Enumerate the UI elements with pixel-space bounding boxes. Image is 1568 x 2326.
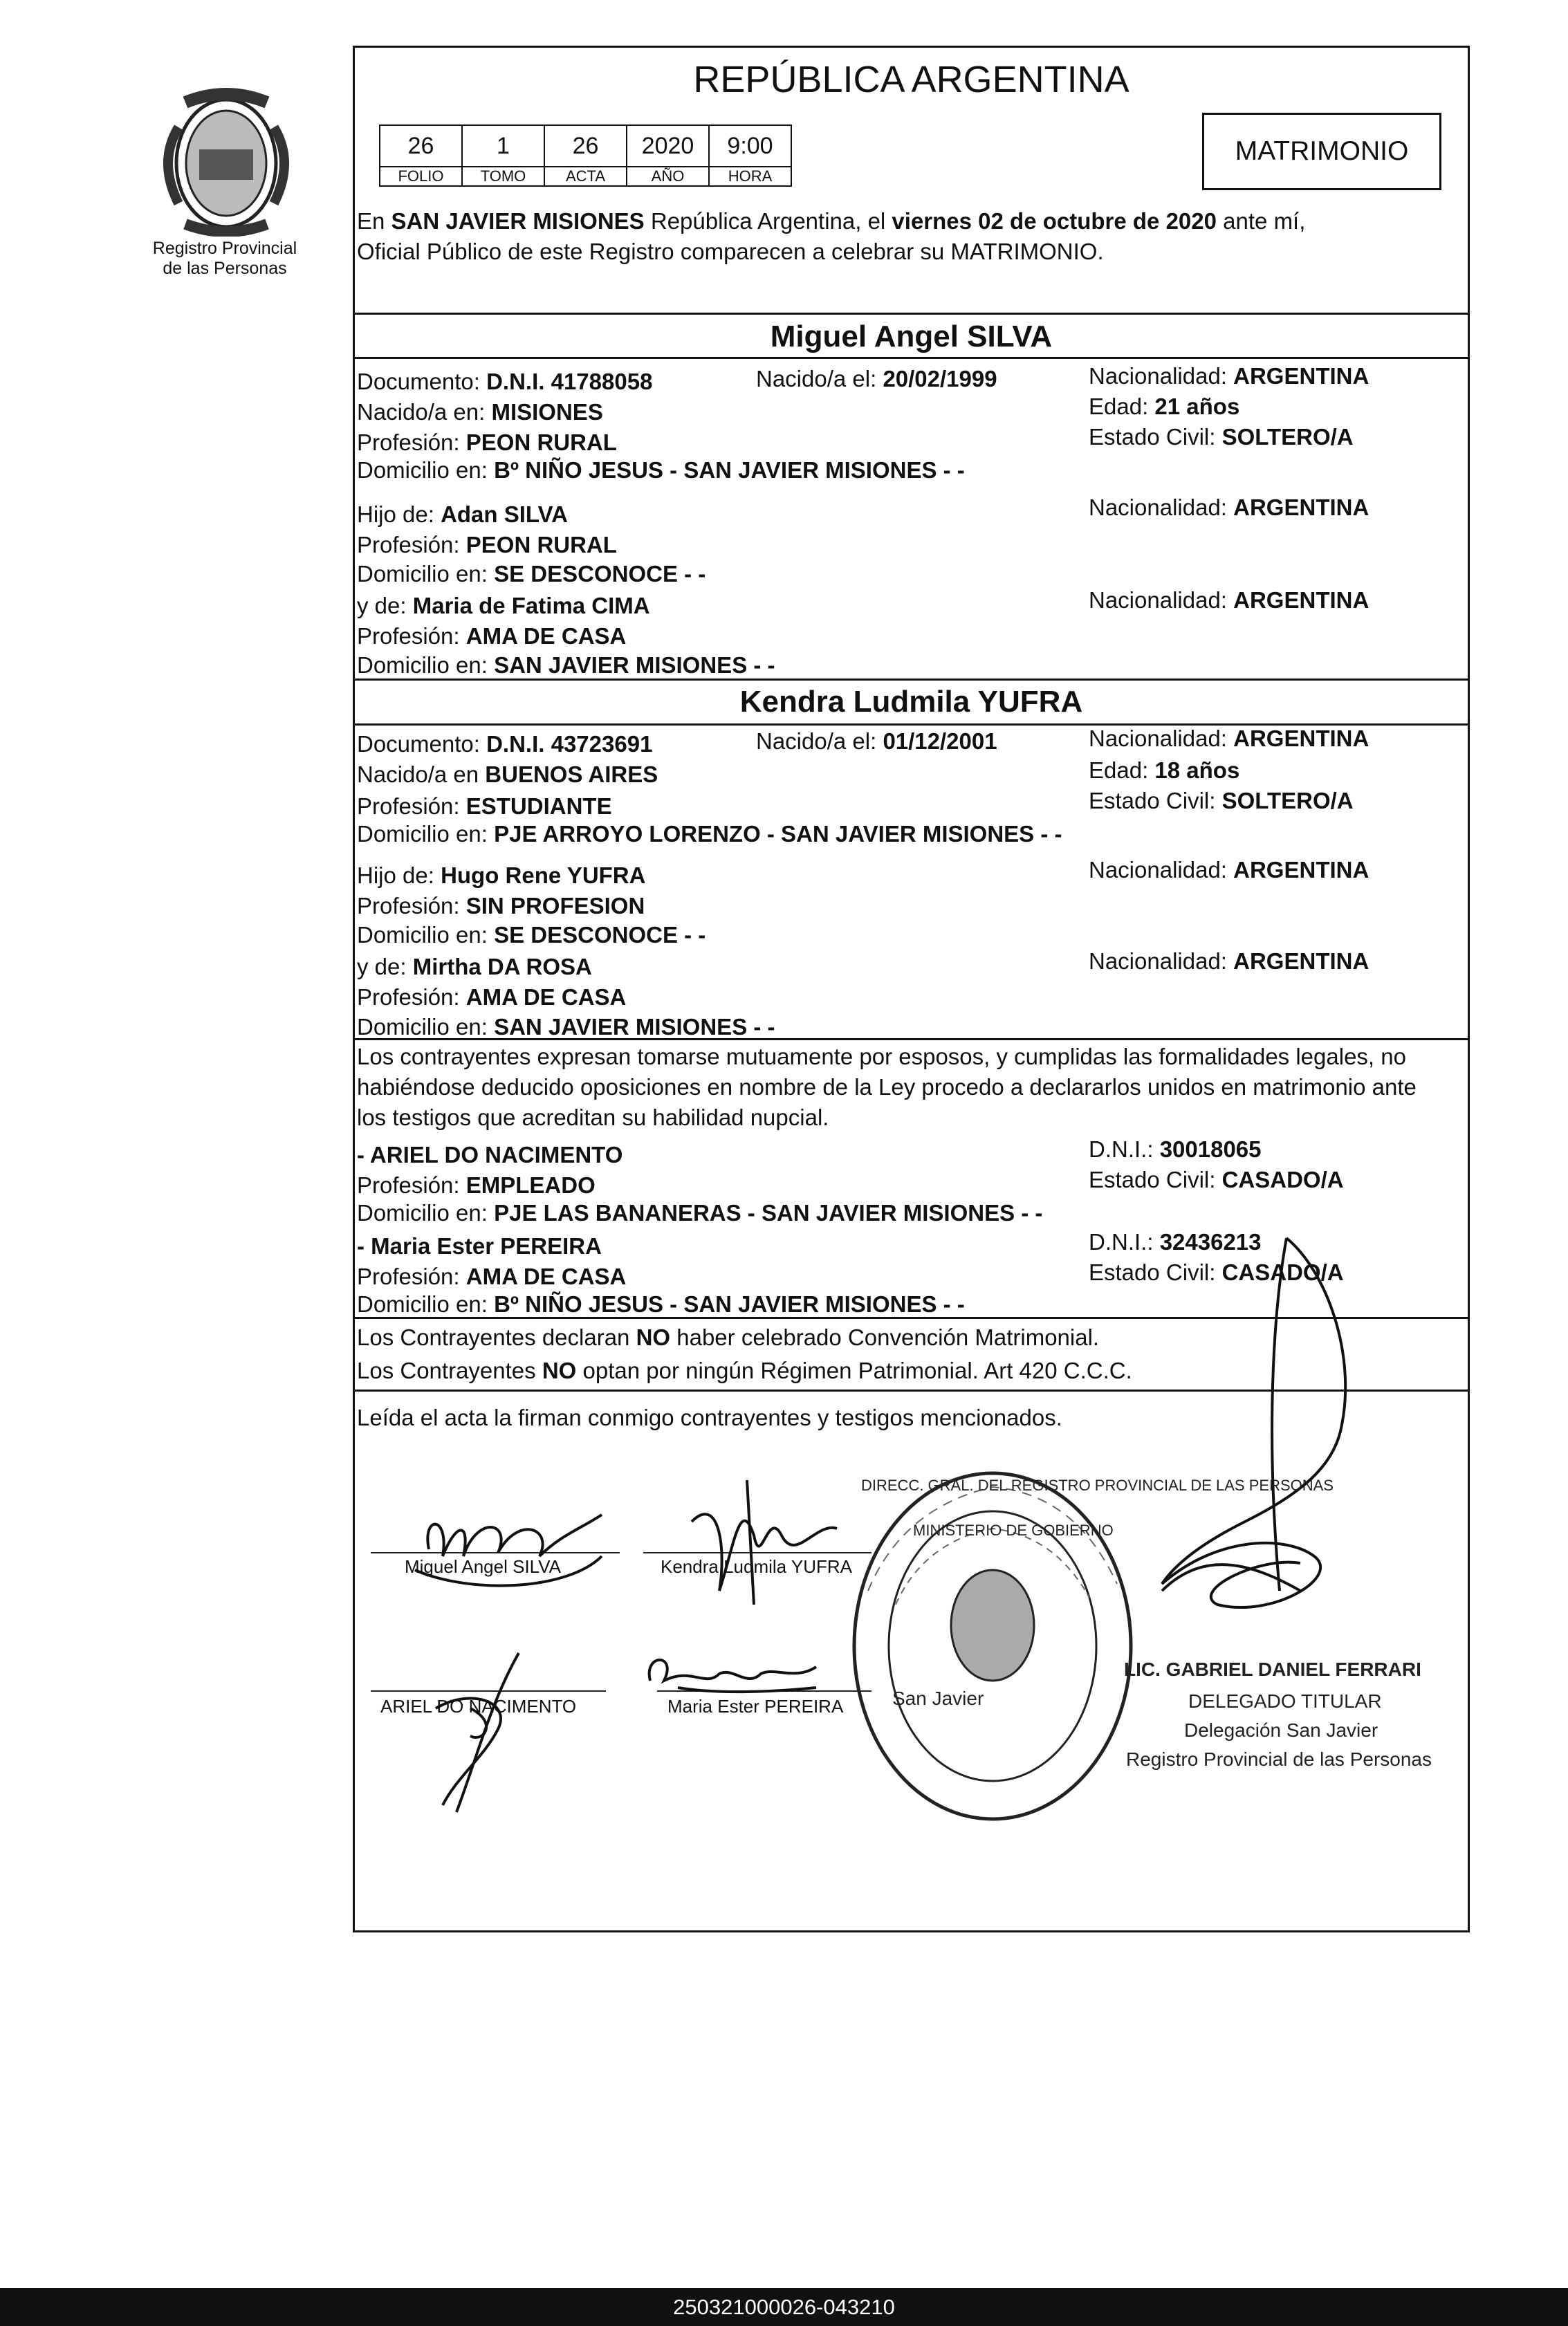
official-name: LIC. GABRIEL DANIEL FERRARI bbox=[1124, 1659, 1421, 1680]
regime-no: NO bbox=[542, 1358, 577, 1383]
signature-4-handwriting bbox=[636, 1646, 830, 1701]
spouse2-mother-nationality bbox=[1089, 948, 1369, 975]
official-office: Delegación San Javier bbox=[1184, 1719, 1378, 1741]
field-label: Hijo de: bbox=[357, 862, 441, 888]
regime-text: Los Contrayentes bbox=[357, 1358, 542, 1383]
field-value: 18 años bbox=[1154, 757, 1240, 783]
field-value: SOLTERO/A bbox=[1221, 424, 1354, 450]
field-value: Mirtha DA ROSA bbox=[412, 954, 592, 979]
field-value: PEON RURAL bbox=[465, 532, 617, 557]
folio-value: 26 bbox=[380, 125, 462, 167]
field-value: Bº NIÑO JESUS - SAN JAVIER MISIONES - - bbox=[494, 457, 965, 483]
regime-no: NO bbox=[636, 1324, 671, 1350]
signature-2-handwriting bbox=[678, 1466, 871, 1618]
provincial-seal-icon bbox=[151, 86, 302, 237]
acta-value: 26 bbox=[544, 125, 627, 167]
field-label: Profesión: bbox=[357, 430, 466, 455]
field-label: Hijo de: bbox=[357, 501, 441, 527]
field-label: Nacido/a el: bbox=[756, 366, 883, 391]
field-value: AMA DE CASA bbox=[465, 1264, 627, 1289]
field-label: Estado Civil: bbox=[1089, 788, 1222, 813]
tomo-label: TOMO bbox=[462, 167, 544, 186]
official-registry: Registro Provincial de las Personas bbox=[1126, 1748, 1432, 1770]
year-label: AÑO bbox=[627, 167, 709, 186]
intro-line1 bbox=[357, 207, 1305, 235]
field-value: SOLTERO/A bbox=[1221, 788, 1354, 813]
official-stamp bbox=[847, 1466, 1138, 1826]
folio-label: FOLIO bbox=[380, 167, 462, 186]
logo-caption-line1: Registro Provincial bbox=[152, 239, 297, 258]
field-value: ESTUDIANTE bbox=[465, 793, 612, 819]
tomo-value: 1 bbox=[462, 125, 544, 167]
witness1-civil-status bbox=[1089, 1166, 1344, 1194]
spouse2-address bbox=[357, 820, 1062, 848]
field-value: 30018065 bbox=[1159, 1136, 1262, 1162]
field-value: 20/02/1999 bbox=[883, 366, 997, 391]
field-label: Nacionalidad: bbox=[1089, 726, 1234, 751]
field-label: Domicilio en: bbox=[357, 922, 495, 948]
witness1-profession bbox=[357, 1172, 596, 1199]
field-value: CASADO/A bbox=[1221, 1259, 1344, 1285]
spouse2-mother bbox=[357, 953, 592, 981]
field-value: CASADO/A bbox=[1221, 1167, 1344, 1192]
intro-date: viernes 02 de octubre de 2020 bbox=[892, 208, 1217, 234]
field-value: BUENOS AIRES bbox=[485, 762, 658, 787]
field-value: 32436213 bbox=[1159, 1229, 1262, 1255]
spouse2-mother-profession bbox=[357, 984, 626, 1011]
field-label: y de: bbox=[357, 593, 413, 618]
spouse1-nationality bbox=[1089, 362, 1369, 390]
regime-text: haber celebrado Convención Matrimonial. bbox=[670, 1324, 1100, 1350]
field-label: Profesión: bbox=[357, 623, 466, 649]
declaration-line1: Los contrayentes expresan tomarse mutuamente por esposos, y cumplidas las formalidades legales, no bbox=[357, 1044, 1406, 1069]
field-label: Domicilio en: bbox=[357, 821, 495, 847]
field-value: 21 años bbox=[1154, 394, 1240, 419]
spouse1-mother bbox=[357, 592, 650, 620]
field-value: ARGENTINA bbox=[1233, 948, 1369, 974]
regime-text: Los Contrayentes declaran bbox=[357, 1324, 636, 1350]
declaration-line2: habiéndose deducido oposiciones en nombre de la Ley procedo a declararlos unidos en matrimonio ante bbox=[357, 1074, 1417, 1100]
signature-name-4: Maria Ester PEREIRA bbox=[667, 1696, 844, 1717]
spouse1-name: Miguel Angel SILVA bbox=[770, 320, 1053, 353]
signature-1-handwriting bbox=[373, 1473, 609, 1598]
stamp-outer-ring: DIRECC. GRAL. DEL REGISTRO PROVINCIAL DE LAS PERSONAS bbox=[861, 1477, 1334, 1494]
spouse1-age bbox=[1089, 393, 1239, 421]
field-label: Domicilio en: bbox=[357, 457, 495, 483]
field-label: Edad: bbox=[1089, 394, 1155, 419]
signature-name-3: ARIEL DO NACIMENTO bbox=[380, 1696, 577, 1717]
spouse1-profession bbox=[357, 429, 617, 456]
field-value: D.N.I. 43723691 bbox=[486, 731, 653, 757]
field-label: Estado Civil: bbox=[1089, 1167, 1222, 1192]
field-value: Bº NIÑO JESUS - SAN JAVIER MISIONES - - bbox=[494, 1291, 965, 1317]
intro-place: SAN JAVIER MISIONES bbox=[391, 208, 645, 234]
logo-caption bbox=[111, 239, 339, 279]
field-value: ARGENTINA bbox=[1233, 495, 1369, 520]
field-value: Hugo Rene YUFRA bbox=[441, 862, 646, 888]
field-label: Estado Civil: bbox=[1089, 1259, 1222, 1285]
regime-text: optan por ningún Régimen Patrimonial. Art 420 C.C.C. bbox=[576, 1358, 1132, 1383]
footer-code: 250321000026-043210 bbox=[0, 2288, 1568, 2326]
field-label: Profesión: bbox=[357, 984, 466, 1010]
intro-text: En bbox=[357, 208, 391, 234]
stamp-center-text: San Javier bbox=[892, 1688, 984, 1709]
field-label: D.N.I.: bbox=[1089, 1229, 1160, 1255]
spouse2-born-on bbox=[756, 728, 997, 755]
spouse1-father-profession bbox=[357, 531, 617, 559]
field-label: Domicilio en: bbox=[357, 652, 495, 678]
signature-name-1: Miguel Angel SILVA bbox=[405, 1556, 561, 1577]
witness1-dni bbox=[1089, 1136, 1262, 1163]
hour-label: HORA bbox=[709, 167, 791, 186]
year-value: 2020 bbox=[627, 125, 709, 167]
spouse2-civil-status bbox=[1089, 787, 1354, 815]
field-value: AMA DE CASA bbox=[465, 984, 627, 1010]
spouse2-father-nationality bbox=[1089, 856, 1369, 884]
spouse1-doc bbox=[357, 368, 652, 396]
field-value: MISIONES bbox=[491, 399, 603, 425]
spouse2-age bbox=[1089, 757, 1239, 784]
divider bbox=[355, 313, 1468, 315]
closing-text: Leída el acta la firman conmigo contrayentes y testigos mencionados. bbox=[357, 1405, 1062, 1430]
spouse2-nationality bbox=[1089, 725, 1369, 753]
field-label: Profesión: bbox=[357, 1264, 466, 1289]
stamp-inner-ring: MINISTERIO DE GOBIERNO bbox=[913, 1522, 1114, 1539]
declaration-text bbox=[357, 1042, 1467, 1133]
field-label: Nacionalidad: bbox=[1089, 587, 1234, 613]
field-label: Domicilio en: bbox=[357, 561, 495, 587]
intro-line2: Oficial Público de este Registro comparecen a celebrar su MATRIMONIO. bbox=[357, 239, 1104, 264]
field-value: Maria de Fatima CIMA bbox=[412, 593, 650, 618]
spouse1-mother-profession bbox=[357, 622, 626, 650]
spouse1-father bbox=[357, 501, 568, 528]
field-label: Profesión: bbox=[357, 532, 466, 557]
field-label: Profesión: bbox=[357, 893, 466, 919]
intro-text: República Argentina, el bbox=[644, 208, 892, 234]
field-value: SAN JAVIER MISIONES - - bbox=[494, 652, 775, 678]
spouse1-born-in bbox=[357, 398, 603, 426]
field-value: ARGENTINA bbox=[1233, 857, 1369, 883]
field-label: Nacido/a en: bbox=[357, 399, 492, 425]
regime-line2 bbox=[357, 1357, 1132, 1385]
witness1-name: - ARIEL DO NACIMENTO bbox=[357, 1142, 623, 1167]
field-label: Nacionalidad: bbox=[1089, 857, 1234, 883]
declaration-line3: los testigos que acreditan su habilidad nupcial. bbox=[357, 1105, 829, 1130]
signature-name-2: Kendra Ludmila YUFRA bbox=[661, 1556, 852, 1577]
field-value: SIN PROFESION bbox=[465, 893, 645, 919]
document-type-box: MATRIMONIO bbox=[1202, 113, 1441, 190]
field-label: Profesión: bbox=[357, 1172, 466, 1198]
spouse2-doc bbox=[357, 730, 652, 758]
field-value: PEON RURAL bbox=[465, 430, 617, 455]
spouse2-father-profession bbox=[357, 892, 645, 920]
field-value: SE DESCONOCE - - bbox=[494, 922, 706, 948]
spouse2-mother-address bbox=[357, 1013, 775, 1041]
field-label: Estado Civil: bbox=[1089, 424, 1222, 450]
field-value: D.N.I. 41788058 bbox=[486, 369, 653, 394]
field-value: EMPLEADO bbox=[465, 1172, 596, 1198]
witness2-profession bbox=[357, 1263, 626, 1291]
field-label: Domicilio en: bbox=[357, 1291, 495, 1317]
field-value: SAN JAVIER MISIONES - - bbox=[494, 1014, 775, 1040]
spouse1-mother-address bbox=[357, 652, 775, 679]
acta-label: ACTA bbox=[544, 167, 627, 186]
field-label: Documento: bbox=[357, 369, 487, 394]
field-label: Nacionalidad: bbox=[1089, 948, 1234, 974]
witness2-address bbox=[357, 1291, 965, 1318]
field-label: Nacido/a el: bbox=[756, 728, 883, 754]
official-signature-handwriting bbox=[1134, 1231, 1439, 1646]
field-label: Nacionalidad: bbox=[1089, 495, 1234, 520]
witness1-address bbox=[357, 1199, 1042, 1227]
official-title: DELEGADO TITULAR bbox=[1188, 1690, 1382, 1712]
witness2-name: - Maria Ester PEREIRA bbox=[357, 1233, 602, 1259]
spouse2-name: Kendra Ludmila YUFRA bbox=[739, 685, 1083, 719]
field-label: Profesión: bbox=[357, 793, 466, 819]
spouse1-civil-status bbox=[1089, 423, 1354, 451]
divider bbox=[355, 357, 1468, 359]
spouse2-father bbox=[357, 862, 645, 889]
spouse1-mother-nationality bbox=[1089, 587, 1369, 614]
hour-value: 9:00 bbox=[709, 125, 791, 167]
spouse1-father-address bbox=[357, 560, 705, 588]
register-table bbox=[379, 124, 792, 187]
field-label: Domicilio en: bbox=[357, 1200, 495, 1226]
field-label: y de: bbox=[357, 954, 413, 979]
signature-3-handwriting bbox=[415, 1646, 539, 1819]
field-value: ARGENTINA bbox=[1233, 587, 1369, 613]
field-value: 01/12/2001 bbox=[883, 728, 997, 754]
intro-text: ante mí, bbox=[1217, 208, 1306, 234]
spouse2-profession bbox=[357, 793, 612, 820]
regime-line1 bbox=[357, 1324, 1099, 1351]
field-label: Nacionalidad: bbox=[1089, 363, 1234, 389]
spouse2-born-in bbox=[357, 761, 658, 788]
field-value: SE DESCONOCE - - bbox=[494, 561, 706, 587]
field-value: Adan SILVA bbox=[441, 501, 569, 527]
logo-caption-line2: de las Personas bbox=[163, 259, 287, 278]
field-label: Edad: bbox=[1089, 757, 1155, 783]
field-label: Domicilio en: bbox=[357, 1014, 495, 1040]
field-label: Documento: bbox=[357, 731, 487, 757]
page-title: REPÚBLICA ARGENTINA bbox=[693, 59, 1129, 100]
spouse1-born-on bbox=[756, 365, 997, 393]
field-value: AMA DE CASA bbox=[465, 623, 627, 649]
field-value: PJE LAS BANANERAS - SAN JAVIER MISIONES - - bbox=[494, 1200, 1043, 1226]
field-value: ARGENTINA bbox=[1233, 363, 1369, 389]
spouse2-father-address bbox=[357, 921, 705, 949]
field-value: ARGENTINA bbox=[1233, 726, 1369, 751]
spouse1-address bbox=[357, 456, 965, 484]
spouse1-father-nationality bbox=[1089, 494, 1369, 521]
field-label: Nacido/a en bbox=[357, 762, 486, 787]
field-value: PJE ARROYO LORENZO - SAN JAVIER MISIONES - - bbox=[494, 821, 1062, 847]
field-label: D.N.I.: bbox=[1089, 1136, 1160, 1162]
